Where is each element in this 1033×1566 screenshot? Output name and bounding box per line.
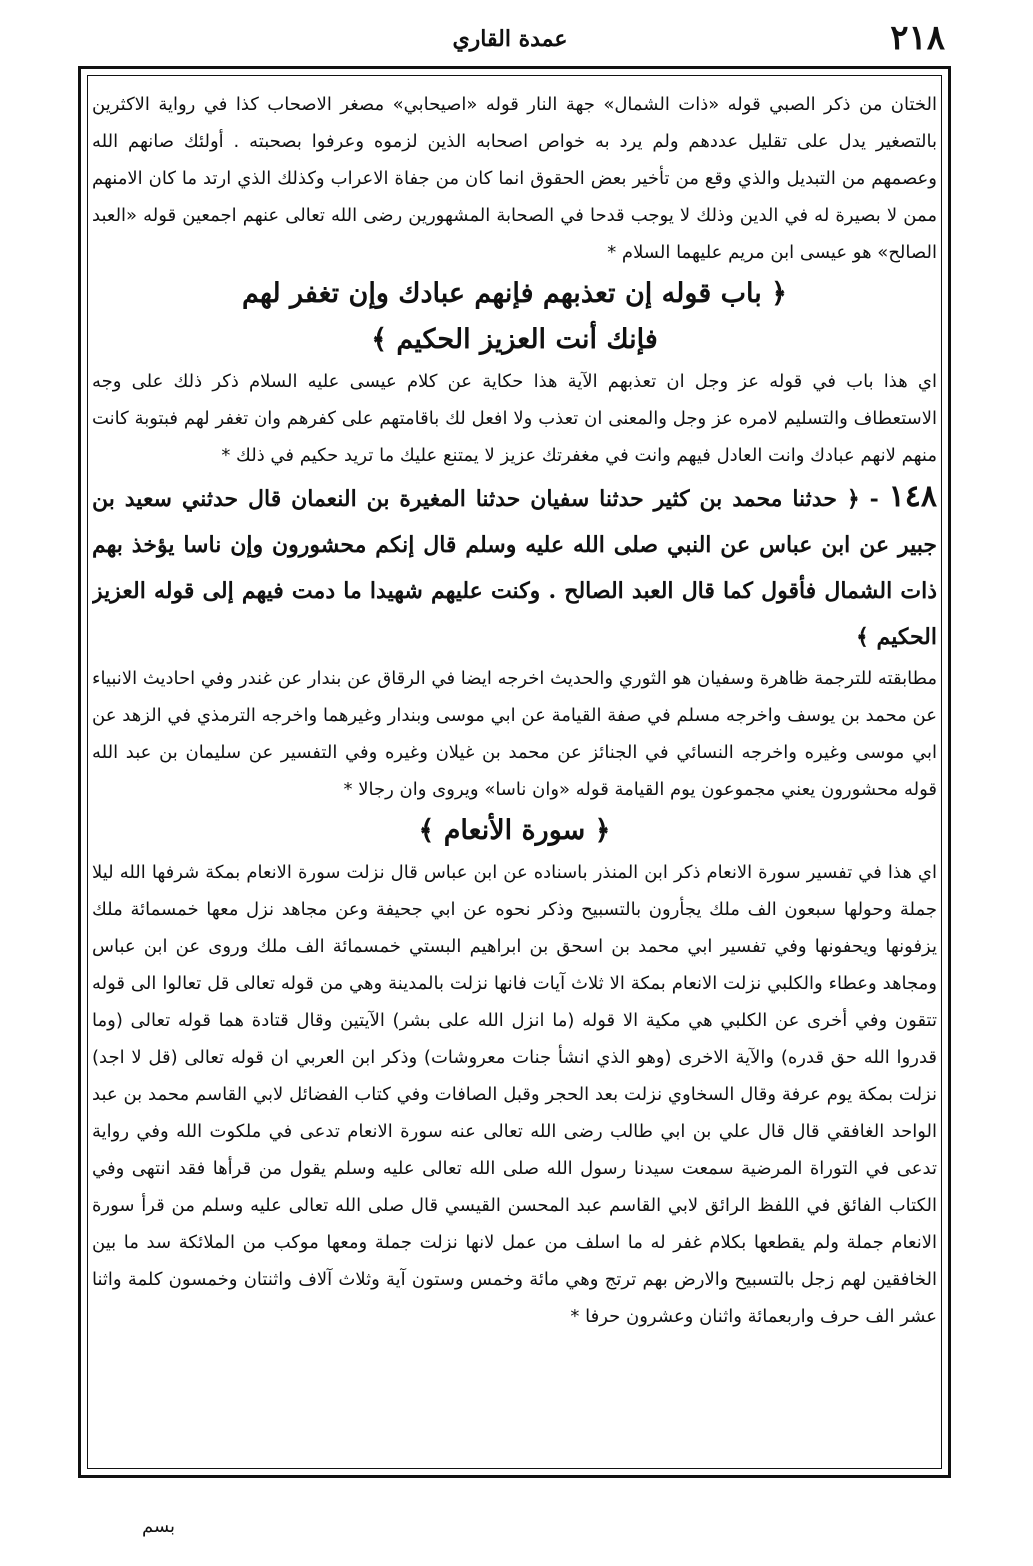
page-number: ٢١٨ (890, 18, 945, 58)
bab-heading-line-1: ﴿ باب قوله إن تعذبهم فإنهم عبادك وإن تغفر لهم (241, 278, 788, 309)
hadith-body: ﴿ حدثنا محمد بن كثير حدثنا سفيان حدثنا المغيرة بن النعمان قال حدثني سعيد بن جبير عن ابن عباس عن النبي صلى الله عليه وسلم قال إنكم محشورون وإن ناسا يؤخذ بهم ذات الشمال فأقول كما قال العبد الصالح . وكنت عليهم شهيدا ما دمت فيهم إلى قوله العزيز الحكيم ﴾ (92, 486, 937, 650)
commentary-paragraph-1: الختان من ذكر الصبي قوله «ذات الشمال» جهة النار قوله «اصيحابي» مصغر الاصحاب كذا في رواية الاكثرين بالتصغير يدل على تقليل عددهم ولم يرد به خواص اصحابه الذين لزموه وعرفوا بصحبته . أولئك صانهم الله وعصمهم من التبديل والذي وقع من تأخير بعض الحقوق انما كان من جفاة الاعراب وكذلك الذي ارتد ما كان الامنهم ممن لا بصيرة له في الدين وذلك لا يوجب قدحا في الصحابة المشهورين رضى الله تعالى عنهم اجمعين قوله «العبد الصالح» هو عيسى ابن مريم عليهما السلام * (92, 94, 937, 263)
hadith-text: ١٤٨ - ﴿ حدثنا محمد بن كثير حدثنا سفيان حدثنا المغيرة بن النعمان قال حدثني سعيد بن جبير عن ابن عباس عن النبي صلى الله عليه وسلم قال إنكم محشورون وإن ناسا يؤخذ بهم ذات الشمال فأقول كما قال العبد الصالح . وكنت عليهم شهيدا ما دمت فيهم إلى قوله العزيز الحكيم ﴾ (92, 479, 937, 650)
surah-heading: ﴿ سورة الأنعام ﴾ (418, 815, 611, 846)
hadith-number: ١٤٨ (888, 479, 937, 514)
catchword: بسم (142, 1516, 176, 1537)
page-content (92, 86, 937, 1464)
running-title: عمدة القاري (452, 26, 568, 52)
page-header (75, 18, 945, 62)
commentary-paragraph-2: اي هذا باب في قوله عز وجل ان تعذبهم الآية هذا حكاية عن كلام عيسى عليه السلام ذكر ذلك على وجه الاستعطاف والتسليم لامره عز وجل والمعنى ان تعذب ولا افعل لك باقامتهم على كفرهم وان تغفر لهم فبتوبة كانت منهم لانهم عبادك وانت العادل فيهم وانت في مغفرتك عزيز لا يمتنع عليك ما تريد حكيم في ذلك * (92, 371, 937, 466)
commentary-paragraph-3: مطابقته للترجمة ظاهرة وسفيان هو الثوري والحديث اخرجه ايضا في الرقاق عن بندار عن غندر وفي احاديث الانبياء عن محمد بن يوسف واخرجه مسلم في صفة القيامة عن ابي موسى وبندار وغيرهما واخرجه الترمذي في الزهد عن ابي موسى وغيره واخرجه النسائي في الجنائز عن محمد بن غيلان وغيره وفي التفسير عن سليمان بن عبد الله قوله محشورون يعني مجموعون يوم القيامة قوله «وان ناسا» ويروى وان رجالا * (92, 668, 937, 800)
commentary-paragraph-4: اي هذا في تفسير سورة الانعام ذكر ابن المنذر باسناده عن ابن عباس قال نزلت سورة الانعام بمكة شرفها الله ليلا جملة وحولها سبعون الف ملك يجأرون بالتسبيح وذكر نحوه عن ابي جحيفة وعن مجاهد نزل معها خمسمائة ملك يزفونها ويحفونها وفي تفسير ابي محمد بن اسحق بن ابراهيم البستي خمسمائة الف ملك وروى عن ابن عباس ومجاهد وعطاء والكلبي نزلت الانعام بمكة الا ثلاث آيات فانها نزلت بالمدينة وهي من قوله تعالى قل تعالوا الى قوله تتقون وفي أخرى عن الكلبي هي مكية الا قوله (ما انزل الله على بشر) الآيتين وقال قتادة هما قوله تعالى (وما قدروا الله حق قدره) والآية الاخرى (وهو الذي انشأ جنات معروشات) وذكر ابن العربي ان قوله تعالى (قل لا اجد) نزلت بمكة يوم عرفة وقال السخاوي نزلت بعد الحجر وقبل الصافات وفي كتاب الفضائل لابي القاسم محمد بن عبد الواحد الغافقي قال قال علي بن ابي طالب رضى الله تعالى عنه سورة الانعام تدعى في ملكوت الله وفي رواية تدعى في التوراة المرضية سمعت سيدنا رسول الله صلى الله تعالى عليه وسلم يقول من قرأها فقد انتهى وفي الكتاب الفائق في اللفظ الرائق لابي القاسم عبد المحسن القيسي قال صلى الله تعالى عليه وسلم من قرأ سورة الانعام جملة ولم يقطعها بكلام غفر له ما اسلف من عمل لانها نزلت جملة ومعها موكب من الملائكة سد ما بين الخافقين لهم زجل بالتسبيح والارض بهم ترتج وهي مائة وخمس وستون آية وثلاث آلاف واثنتان وخمسون كلمة واثنا عشر الف حرف واربعمائة واثنان وعشرون حرفا * (92, 862, 937, 1327)
bab-heading-line-2: فإنك أنت العزيز الحكيم ﴾ (371, 324, 658, 355)
